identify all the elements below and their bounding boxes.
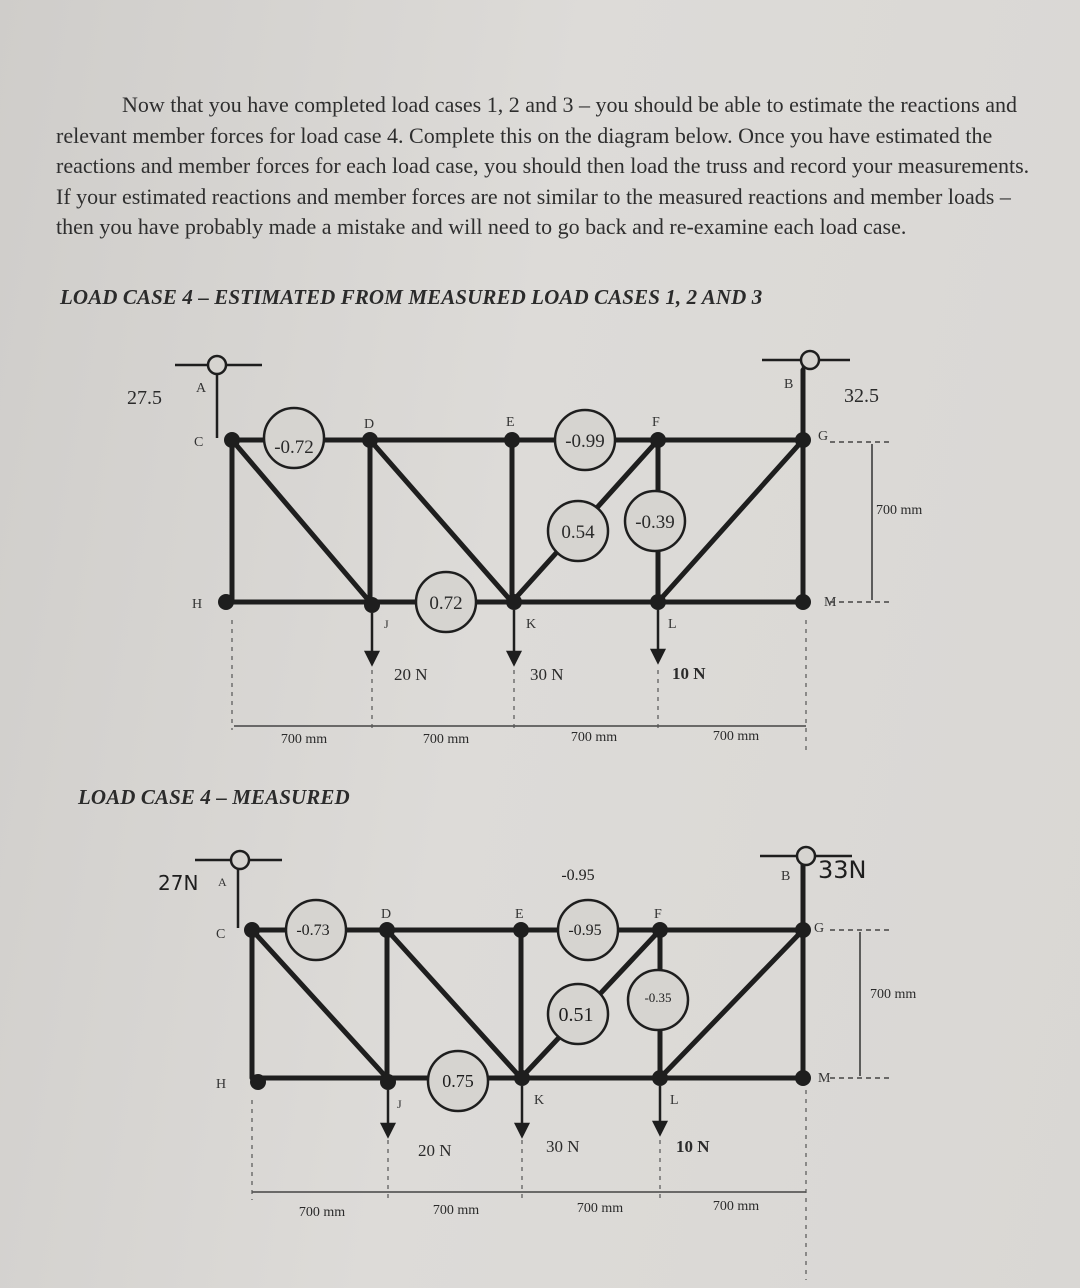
- reaction-a-value: 27.5: [127, 387, 162, 409]
- label-node-e: E: [506, 415, 515, 430]
- force-kf-value: 0.54: [561, 522, 595, 543]
- label-node-j: J: [397, 1097, 402, 1111]
- label-node-l: L: [668, 617, 677, 632]
- node-h: [218, 594, 234, 610]
- reaction-b-value: 32.5: [844, 385, 879, 407]
- span-1-label: 700 mm: [298, 1205, 346, 1220]
- node-c: [244, 922, 260, 938]
- node-g: [795, 432, 811, 448]
- node-f: [650, 432, 666, 448]
- label-node-d: D: [381, 907, 392, 922]
- label-node-m: M: [824, 595, 837, 610]
- force-ef-extra-value: -0.95: [561, 867, 595, 884]
- node-m: [795, 1070, 811, 1086]
- label-node-g: G: [818, 429, 829, 444]
- node-g: [795, 922, 811, 938]
- label-node-g: G: [814, 921, 825, 936]
- support-pin-a: [208, 356, 226, 374]
- label-node-h: H: [216, 1077, 227, 1092]
- load-arrow-head-k: [516, 1124, 528, 1136]
- label-node-k: K: [534, 1093, 545, 1108]
- node-d: [362, 432, 378, 448]
- load-l-label: 10 N: [676, 1137, 710, 1156]
- measured-truss-diagram: [0, 820, 1080, 1280]
- force-ef-value: -0.99: [565, 431, 605, 452]
- label-node-d: D: [364, 417, 375, 432]
- load-j-label: 20 N: [418, 1141, 452, 1160]
- span-4-label: 700 mm: [712, 1199, 760, 1214]
- label-node-k: K: [526, 617, 537, 632]
- node-c: [224, 432, 240, 448]
- force-cd-value: -0.73: [296, 922, 330, 939]
- height-dimension-label: 700 mm: [870, 987, 917, 1002]
- node-k: [514, 1070, 530, 1086]
- load-k-label: 30 N: [546, 1137, 580, 1156]
- node-j: [380, 1074, 396, 1090]
- support-pin-a: [231, 851, 249, 869]
- load-j-label: 20 N: [394, 665, 428, 684]
- measured-heading: LOAD CASE 4 – MEASURED: [78, 785, 350, 809]
- node-m: [795, 594, 811, 610]
- span-2-label: 700 mm: [422, 732, 470, 747]
- reaction-b-value: 33N: [818, 856, 867, 884]
- label-node-h: H: [192, 597, 203, 612]
- label-node-m: M: [818, 1071, 831, 1086]
- label-node-l: L: [670, 1093, 679, 1108]
- span-3-label: 700 mm: [570, 730, 618, 745]
- support-pin-b: [801, 351, 819, 369]
- node-e: [513, 922, 529, 938]
- label-node-c: C: [194, 435, 204, 450]
- node-h: [250, 1074, 266, 1090]
- label-node-e: E: [515, 907, 524, 922]
- load-k-label: 30 N: [530, 665, 564, 684]
- span-4-label: 700 mm: [712, 729, 760, 744]
- support-pin-b: [797, 847, 815, 865]
- label-node-j: J: [384, 617, 389, 631]
- instructions-paragraph: Now that you have completed load cases 1, 2 and 3 – you should be able to estimate the reactions and relevant member forces for load case 4. Complete this on the diagram below. Once you have estimated the reactions and member forces for each load case, you should then load the truss and record your measurements. If your estimated reactions and member forces are not similar to the measured reactions and member loads – then you have probably made a mistake and will need to go back and re-examine each load case.: [56, 92, 1030, 239]
- node-f: [652, 922, 668, 938]
- label-node-a: A: [218, 875, 227, 889]
- span-3-label: 700 mm: [576, 1201, 624, 1216]
- label-node-b: B: [784, 377, 794, 392]
- load-arrow-head-k: [508, 652, 520, 664]
- force-fl-value: -0.39: [635, 512, 675, 533]
- load-arrow-head-j: [366, 652, 378, 664]
- node-l: [652, 1070, 668, 1086]
- span-2-label: 700 mm: [432, 1203, 480, 1218]
- node-k: [506, 594, 522, 610]
- node-j: [364, 597, 380, 613]
- load-arrow-head-l: [654, 1122, 666, 1134]
- label-node-c: C: [216, 927, 226, 942]
- span-1-label: 700 mm: [280, 732, 328, 747]
- force-jk-value: 0.75: [442, 1071, 474, 1091]
- force-cd-value: -0.72: [274, 437, 314, 458]
- load-l-label: 10 N: [672, 664, 706, 683]
- node-e: [504, 432, 520, 448]
- node-l: [650, 594, 666, 610]
- force-kf-value: 0.51: [558, 1004, 594, 1026]
- load-arrow-head-l: [652, 650, 664, 662]
- force-ef-value: -0.95: [568, 922, 602, 939]
- estimated-truss-diagram: [0, 330, 1080, 770]
- label-node-a: A: [196, 381, 207, 396]
- label-node-f: F: [654, 907, 662, 922]
- height-dimension-label: 700 mm: [876, 503, 923, 518]
- load-arrow-head-j: [382, 1124, 394, 1136]
- label-node-f: F: [652, 415, 660, 430]
- reaction-a-value: 27N: [158, 871, 199, 895]
- label-node-b: B: [781, 869, 791, 884]
- node-d: [379, 922, 395, 938]
- force-fl-value: -0.35: [644, 990, 672, 1005]
- estimated-heading: LOAD CASE 4 – ESTIMATED FROM MEASURED LOAD CASES 1, 2 AND 3: [60, 285, 763, 309]
- force-jk-value: 0.72: [429, 593, 463, 614]
